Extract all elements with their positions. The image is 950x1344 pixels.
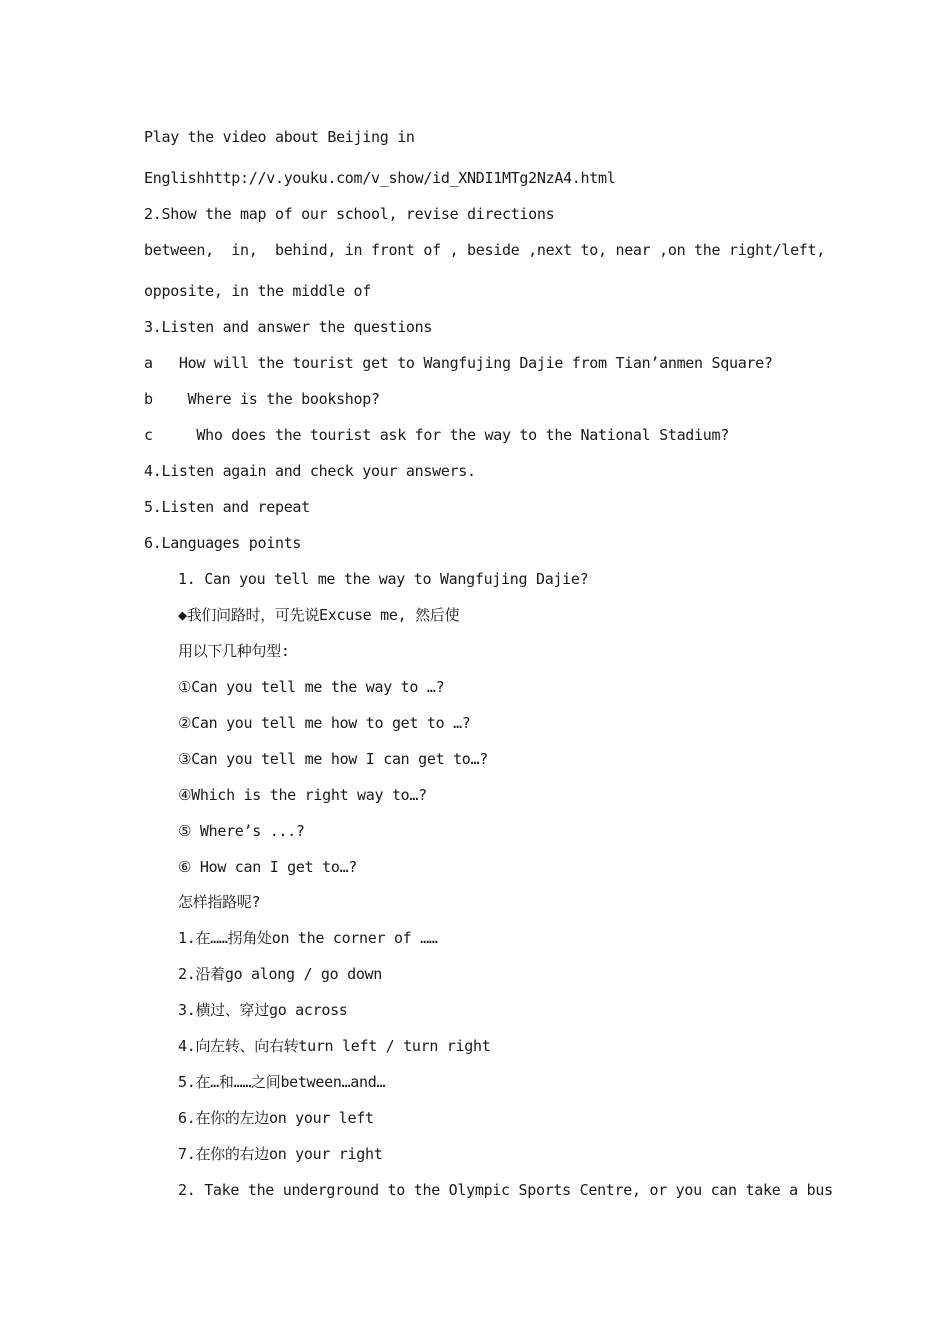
pattern-6: ⑥ How can I get to…?	[178, 858, 358, 876]
pattern-3: ③Can you tell me how I can get to…?	[178, 750, 488, 768]
pattern-1: ①Can you tell me the way to …?	[178, 678, 445, 696]
text-line-step-4: 4.Listen again and check your answers.	[144, 462, 476, 480]
direction-5: 5.在…和……之间between…and…	[178, 1073, 386, 1091]
text-line-step-5: 5.Listen and repeat	[144, 498, 310, 516]
text-line-step-2: 2.Show the map of our school, revise directions	[144, 205, 555, 223]
direction-6: 6.在你的左边on your left	[178, 1109, 374, 1127]
question-b: b Where is the bookshop?	[144, 390, 380, 408]
direction-1: 1.在……拐角处on the corner of ……	[178, 929, 438, 947]
text-line-step-6: 6.Languages points	[144, 534, 302, 552]
text-line-url: Englishhttp://v.youku.com/v_show/id_XNDI1MTg2NzA4.html	[144, 169, 616, 187]
question-a: a How will the tourist get to Wangfujing Dajie from Tian’anmen Square?	[144, 354, 773, 372]
question-c: c Who does the tourist ask for the way to the National Stadium?	[144, 426, 729, 444]
direction-4: 4.向左转、向右转turn left / turn right	[178, 1037, 491, 1055]
text-line-prepositions-cont: opposite, in the middle of	[144, 282, 372, 300]
pattern-4: ④Which is the right way to…?	[178, 786, 427, 804]
language-point-1: 1. Can you tell me the way to Wangfujing Dajie?	[178, 570, 589, 588]
language-point-2: 2. Take the underground to the Olympic Sports Centre, or you can take a bus	[178, 1181, 833, 1199]
text-line-prepositions: between, in, behind, in front of , beside ,next to, near ,on the right/left,	[144, 241, 826, 259]
asking-way-intro-cont: 用以下几种句型:	[178, 642, 290, 660]
direction-2: 2.沿着go along / go down	[178, 965, 383, 983]
text-line-step-3: 3.Listen and answer the questions	[144, 318, 433, 336]
direction-3: 3.横过、穿过go across	[178, 1001, 348, 1019]
pattern-5: ⑤ Where’s ...?	[178, 822, 305, 840]
asking-way-intro: ◆我们问路时，可先说Excuse me, 然后使	[178, 606, 460, 624]
text-line-video: Play the video about Beijing in	[144, 128, 415, 146]
direction-7: 7.在你的右边on your right	[178, 1145, 383, 1163]
pattern-2: ②Can you tell me how to get to …?	[178, 714, 471, 732]
giving-directions-heading: 怎样指路呢?	[178, 893, 261, 911]
